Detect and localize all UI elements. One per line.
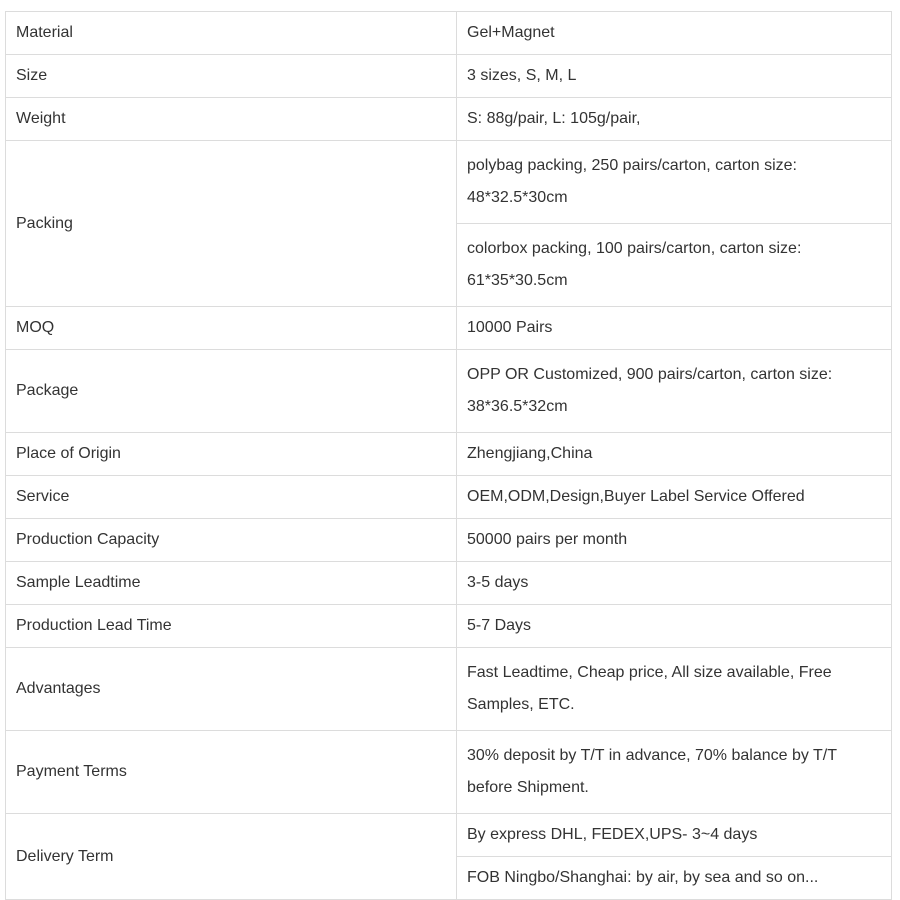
spec-value: colorbox packing, 100 pairs/carton, carton size: 61*35*30.5cm <box>457 224 892 307</box>
spec-value: FOB Ningbo/Shanghai: by air, by sea and so on... <box>457 857 892 900</box>
spec-label: Weight <box>6 98 457 141</box>
spec-label: MOQ <box>6 307 457 350</box>
spec-label: Packing <box>6 141 457 307</box>
table-row-production-capacity <box>6 519 892 562</box>
spec-label: Delivery Term <box>6 814 457 900</box>
spec-value: OEM,ODM,Design,Buyer Label Service Offered <box>457 476 892 519</box>
table-row-size <box>6 55 892 98</box>
spec-value: Fast Leadtime, Cheap price, All size available, Free Samples, ETC. <box>457 648 892 731</box>
table-row-material <box>6 12 892 55</box>
spec-label: Material <box>6 12 457 55</box>
spec-label: Production Lead Time <box>6 605 457 648</box>
spec-value: S: 88g/pair, L: 105g/pair, <box>457 98 892 141</box>
spec-value: 5-7 Days <box>457 605 892 648</box>
table-row-sample-leadtime <box>6 562 892 605</box>
spec-value: 50000 pairs per month <box>457 519 892 562</box>
spec-value: 3 sizes, S, M, L <box>457 55 892 98</box>
table-row-delivery-term <box>6 814 892 857</box>
spec-value: 30% deposit by T/T in advance, 70% balance by T/T before Shipment. <box>457 731 892 814</box>
spec-label: Package <box>6 350 457 433</box>
table-row-moq <box>6 307 892 350</box>
spec-label: Advantages <box>6 648 457 731</box>
spec-label: Sample Leadtime <box>6 562 457 605</box>
table-row-packing <box>6 141 892 224</box>
spec-value: Gel+Magnet <box>457 12 892 55</box>
spec-value: By express DHL, FEDEX,UPS- 3~4 days <box>457 814 892 857</box>
table-row-payment-terms <box>6 731 892 814</box>
spec-value: Zhengjiang,China <box>457 433 892 476</box>
spec-value: 10000 Pairs <box>457 307 892 350</box>
table-row-place-of-origin <box>6 433 892 476</box>
table-row-service <box>6 476 892 519</box>
spec-label: Place of Origin <box>6 433 457 476</box>
spec-label: Payment Terms <box>6 731 457 814</box>
table-row-package <box>6 350 892 433</box>
spec-label: Production Capacity <box>6 519 457 562</box>
spec-label: Size <box>6 55 457 98</box>
table-row-weight <box>6 98 892 141</box>
spec-value: polybag packing, 250 pairs/carton, carton size: 48*32.5*30cm <box>457 141 892 224</box>
table-row-production-lead-time <box>6 605 892 648</box>
spec-value: OPP OR Customized, 900 pairs/carton, carton size: 38*36.5*32cm <box>457 350 892 433</box>
table-row-advantages <box>6 648 892 731</box>
spec-value: 3-5 days <box>457 562 892 605</box>
spec-table <box>5 11 892 900</box>
spec-label: Service <box>6 476 457 519</box>
